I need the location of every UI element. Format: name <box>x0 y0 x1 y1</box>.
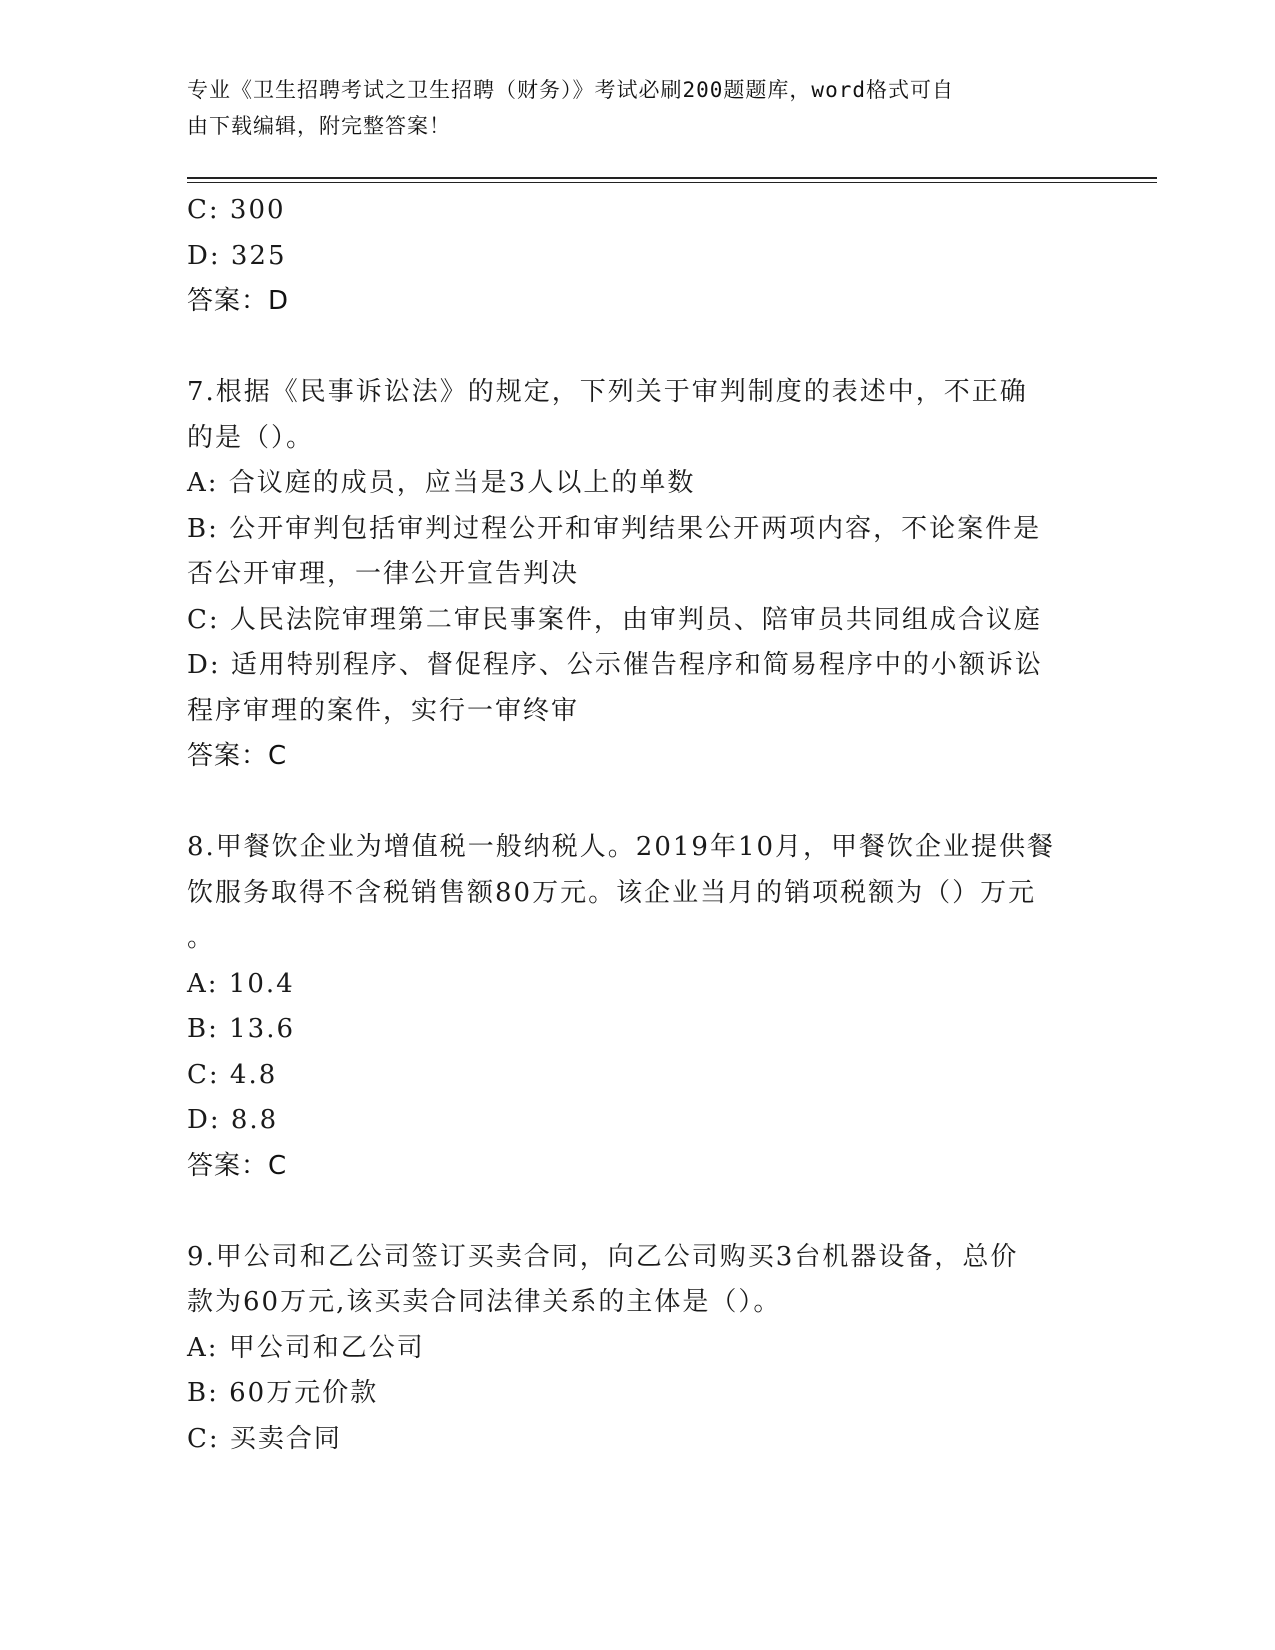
question-block-9 <box>187 1235 1087 1463</box>
option-d-continued: 程序审理的案件，实行一审终审 <box>187 695 580 726</box>
option-b: B: 公开审判包括审判过程公开和审判结果公开两项内容，不论案件是 <box>187 513 1042 544</box>
option-a: A: 合议庭的成员，应当是3人以上的单数 <box>187 468 696 498</box>
block-spacer <box>187 1189 1087 1235</box>
option-d: D: 适用特别程序、督促程序、公示催告程序和简易程序中的小额诉讼 <box>187 650 1043 680</box>
question-text: 8.甲餐饮企业为增值税一般纳税人。2019年10月，甲餐饮企业提供餐 <box>187 832 1056 862</box>
block-spacer <box>187 325 1087 371</box>
question-text: 9.甲公司和乙公司签订买卖合同，向乙公司购买3台机器设备，总价 <box>187 1241 1019 1272</box>
option-c: C: 买卖合同 <box>187 1423 342 1454</box>
answer-line: 答案：C <box>187 741 288 771</box>
question-block-7 <box>187 370 1087 780</box>
header-divider-thick <box>187 177 1157 179</box>
option-c: C: 人民法院审理第二审民事案件，由审判员、陪审员共同组成合议庭 <box>187 604 1042 635</box>
page-header <box>187 72 1067 144</box>
option-b: B: 60万元价款 <box>187 1378 379 1408</box>
question-text: 饮服务取得不含税销售额80万元。该企业当月的销项税额为（）万元 <box>187 877 1037 908</box>
question-text: 款为60万元,该买卖合同法律关系的主体是（）。 <box>187 1287 782 1317</box>
block-spacer <box>187 780 1087 826</box>
option-c: C: 4.8 <box>187 1059 278 1090</box>
option-a: A: 10.4 <box>187 968 295 999</box>
header-divider-thin <box>187 182 1157 183</box>
option-d: D: 325 <box>187 240 287 271</box>
question-block-6-tail <box>187 188 1087 325</box>
option-b: B: 13.6 <box>187 1014 296 1044</box>
answer-line: 答案：D <box>187 286 290 316</box>
option-a: A: 甲公司和乙公司 <box>187 1332 425 1363</box>
option-d: D: 8.8 <box>187 1105 279 1135</box>
question-text: 。 <box>187 923 216 953</box>
answer-line: 答案：C <box>187 1150 288 1181</box>
option-b-continued: 否公开审理，一律公开宣告判决 <box>187 559 580 589</box>
document-body <box>187 188 1087 1462</box>
question-block-8 <box>187 825 1087 1189</box>
question-text: 的是（）。 <box>187 422 315 453</box>
header-line-2: 由下载编辑，附完整答案！ <box>187 114 451 138</box>
option-c: C: 300 <box>187 195 286 225</box>
question-text: 7.根据《民事诉讼法》的规定，下列关于审判制度的表述中，不正确 <box>187 377 1028 407</box>
header-line-1: 专业《卫生招聘考试之卫生招聘（财务）》考试必刷200题题库，word格式可自 <box>187 78 954 102</box>
